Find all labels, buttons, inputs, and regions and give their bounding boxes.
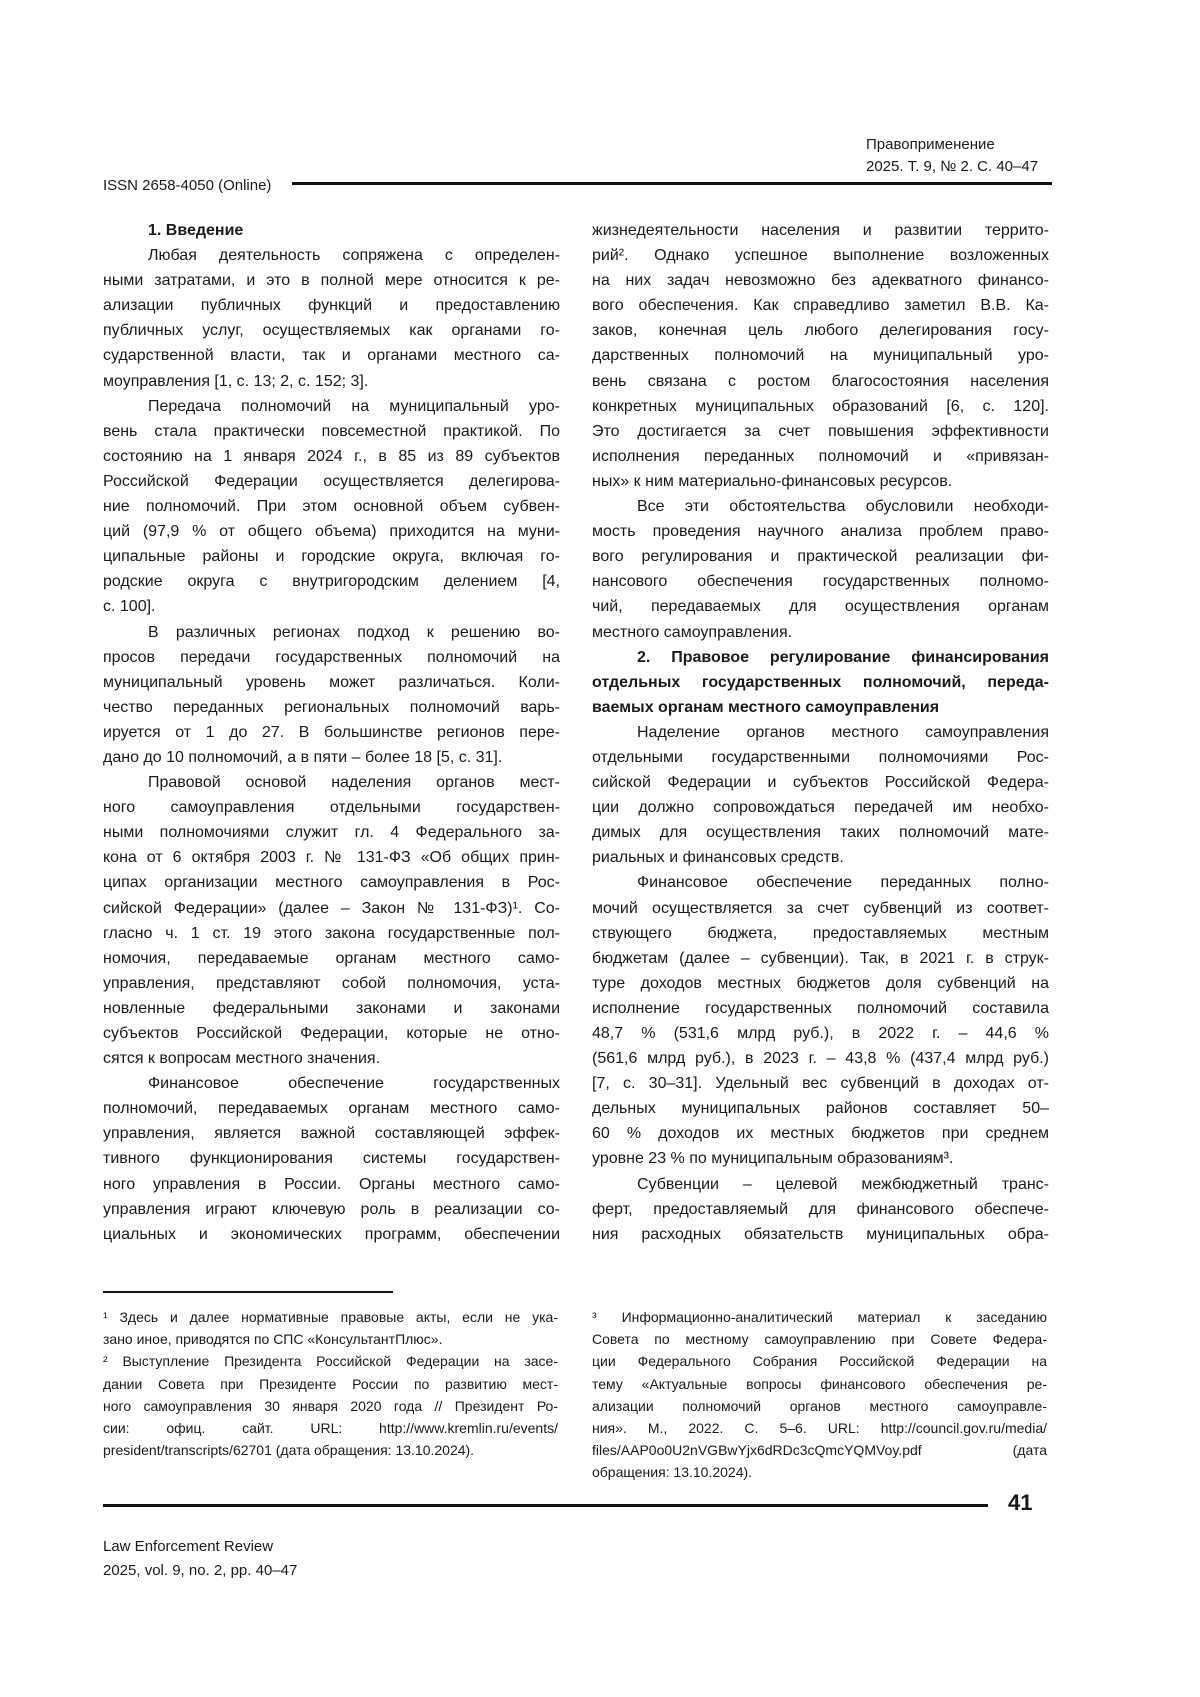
- text-line: ваемых органам местного самоуправления: [592, 695, 1049, 720]
- paragraph: [592, 218, 1049, 494]
- text-line: сударственной власти, так и органами местного са-: [103, 343, 560, 368]
- text-line: управления, является важной составляющей эффек-: [103, 1121, 560, 1146]
- footnote: [592, 1306, 1047, 1484]
- text-line: вень стала практически повсеместной практикой. По: [103, 419, 560, 444]
- journal-citation-ru: 2025. Т. 9, № 2. С. 40–47: [866, 156, 1038, 178]
- text-line: ципах организации местного самоуправления в Рос-: [103, 870, 560, 895]
- footnote-separator: [103, 1291, 393, 1293]
- text-line: мость проведения научного анализа проблем право-: [592, 519, 1049, 544]
- paragraph: [103, 1071, 560, 1247]
- text-line: зано иное, приводятся по СПС «КонсультантПлюс».: [103, 1328, 558, 1350]
- text-line: ципальные районы и городские округа, включая го-: [103, 544, 560, 569]
- text-line: тивного функционирования системы государствен-: [103, 1146, 560, 1171]
- text-line: ции Федерального Собрания Российской Федерации на: [592, 1350, 1047, 1372]
- paragraph: [592, 1172, 1049, 1247]
- text-line: нансового обеспечения государственных полномо-: [592, 569, 1049, 594]
- text-line: ируется от 1 до 27. В большинстве регионов пере-: [103, 720, 560, 745]
- text-line: сийской Федерации» (далее – Закон № 131-ФЗ)¹. Со-: [103, 896, 560, 921]
- text-line: 2. Правовое регулирование финансирования: [592, 645, 1049, 670]
- paragraph: [103, 620, 560, 771]
- text-line: ного самоуправления отдельными государствен-: [103, 795, 560, 820]
- text-line: рий². Однако успешное выполнение возложенных: [592, 243, 1049, 268]
- paragraph: [103, 770, 560, 1071]
- paragraph: [103, 243, 560, 394]
- text-line: Это достигается за счет повышения эффективности: [592, 419, 1049, 444]
- text-line: на них задач невозможно без адекватного финансо-: [592, 268, 1049, 293]
- text-line: сийской Федерации и субъектов Российской Федера-: [592, 770, 1049, 795]
- text-line: Субвенции – целевой межбюджетный транс-: [592, 1172, 1049, 1197]
- section-heading: [592, 645, 1049, 720]
- text-line: вого регулирования и практической реализации фи-: [592, 544, 1049, 569]
- text-line: исполнение государственных полномочий составила: [592, 996, 1049, 1021]
- text-line: Наделение органов местного самоуправления: [592, 720, 1049, 745]
- text-line: Правовой основой наделения органов мест-: [103, 770, 560, 795]
- footnotes-left: [103, 1306, 558, 1461]
- page-number: 41: [1008, 1490, 1032, 1516]
- running-footer: [103, 1535, 297, 1583]
- text-line: ствующего бюджета, предоставляемых местным: [592, 921, 1049, 946]
- text-line: моуправления [1, с. 13; 2, с. 152; 3].: [103, 369, 560, 394]
- text-line: вого обеспечения. Как справедливо заметил В.В. Ка-: [592, 293, 1049, 318]
- text-line: управления, представляют собой полномочия, уста-: [103, 971, 560, 996]
- journal-citation-en: 2025, vol. 9, no. 2, pp. 40–47: [103, 1559, 297, 1583]
- text-line: Совета по местному самоуправлению при Совете Федера-: [592, 1328, 1047, 1350]
- text-line: ¹ Здесь и далее нормативные правовые акты, если не ука-: [103, 1306, 558, 1328]
- paragraph: [592, 720, 1049, 871]
- journal-title-en: Law Enforcement Review: [103, 1535, 297, 1559]
- text-line: Передача полномочий на муниципальный уро-: [103, 394, 560, 419]
- text-line: ций (97,9 % от общего объема) приходится на муни-: [103, 519, 560, 544]
- text-line: ализации полномочий органов местного самоуправле-: [592, 1395, 1047, 1417]
- text-line: ния расходных обязательств муниципальных обра-: [592, 1222, 1049, 1247]
- text-line: риальных и финансовых средств.: [592, 845, 1049, 870]
- section-heading: [103, 218, 560, 243]
- text-line: ферт, предоставляемый для финансового обеспече-: [592, 1197, 1049, 1222]
- paragraph: [103, 394, 560, 620]
- text-line: дано до 10 полномочий, а в пяти – более 18 [5, с. 31].: [103, 745, 560, 770]
- text-line: ных» к ним материально-финансовых ресурсов.: [592, 469, 1049, 494]
- text-line: заков, конечная цель любого делегирования госу-: [592, 318, 1049, 343]
- text-line: туре доходов местных бюджетов доля субвенций на: [592, 971, 1049, 996]
- issn: ISSN 2658-4050 (Online): [103, 177, 271, 194]
- text-line: 48,7 % (531,6 млрд руб.), в 2022 г. – 44,6 %: [592, 1021, 1049, 1046]
- text-line: 60 % доходов их местных бюджетов при среднем: [592, 1121, 1049, 1146]
- text-line: кона от 6 октября 2003 г. № 131-ФЗ «Об общих прин-: [103, 845, 560, 870]
- text-line: ного самоуправления 30 января 2020 года // Президент Ро-: [103, 1395, 558, 1417]
- text-line: Финансовое обеспечение государственных: [103, 1071, 560, 1096]
- text-line: новленные федеральными законами и законами: [103, 996, 560, 1021]
- text-line: ² Выступление Президента Российской Федерации на засе-: [103, 1350, 558, 1372]
- text-line: состоянию на 1 января 2024 г., в 85 из 89 субъектов: [103, 444, 560, 469]
- text-line: отдельными государственными полномочиями Рос-: [592, 745, 1049, 770]
- text-line: с. 100].: [103, 594, 560, 619]
- text-line: files/AAP0o0U2nVGBwYjx6dRDc3cQmcYQMVoy.pdf (дата: [592, 1439, 1047, 1461]
- text-line: чество переданных региональных полномочий варь-: [103, 695, 560, 720]
- text-line: публичных услуг, осуществляемых как органами го-: [103, 318, 560, 343]
- text-line: Любая деятельность сопряжена с определен-: [103, 243, 560, 268]
- text-line: дельных муниципальных районов составляет 50–: [592, 1096, 1049, 1121]
- text-line: ными затратами, и это в полной мере относится к ре-: [103, 268, 560, 293]
- text-line: ного управления в России. Органы местного само-: [103, 1172, 560, 1197]
- text-line: [7, с. 30–31]. Удельный вес субвенций в доходах от-: [592, 1071, 1049, 1096]
- text-line: управления играют ключевую роль в реализации со-: [103, 1197, 560, 1222]
- text-line: сии: офиц. сайт. URL: http://www.kremlin.ru/events/: [103, 1417, 558, 1439]
- text-line: номочия, передаваемые органам местного само-: [103, 946, 560, 971]
- text-line: дании Совета при Президенте России по развитию мест-: [103, 1373, 558, 1395]
- text-line: ции должно сопровождаться передачей им необхо-: [592, 795, 1049, 820]
- text-line: муниципальный уровень может различаться. Коли-: [103, 670, 560, 695]
- text-line: обращения: 13.10.2024).: [592, 1461, 1047, 1483]
- text-line: тему «Актуальные вопросы финансового обеспечения ре-: [592, 1373, 1047, 1395]
- text-line: чий, передаваемых для осуществления органам: [592, 594, 1049, 619]
- text-line: уровне 23 % по муниципальным образованиям³.: [592, 1146, 1049, 1171]
- text-line: сятся к вопросам местного значения.: [103, 1046, 560, 1071]
- footnotes-right: [592, 1306, 1047, 1484]
- paragraph: [592, 870, 1049, 1171]
- text-line: ализации публичных функций и предоставлению: [103, 293, 560, 318]
- text-line: дарственных полномочий на муниципальный уро-: [592, 343, 1049, 368]
- text-line: (561,6 млрд руб.), в 2023 г. – 43,8 % (437,4 млрд руб.): [592, 1046, 1049, 1071]
- text-line: Финансовое обеспечение переданных полно-: [592, 870, 1049, 895]
- text-line: просов передачи государственных полномочий на: [103, 645, 560, 670]
- journal-title-ru: Правоприменение: [866, 134, 1038, 156]
- text-line: димых для осуществления таких полномочий мате-: [592, 820, 1049, 845]
- text-line: Все эти обстоятельства обусловили необходи-: [592, 494, 1049, 519]
- right-column: [592, 218, 1049, 1247]
- text-line: конкретных муниципальных образований [6, с. 120].: [592, 394, 1049, 419]
- text-line: ³ Информационно-аналитический материал к заседанию: [592, 1306, 1047, 1328]
- text-line: полномочий, передаваемых органам местного само-: [103, 1096, 560, 1121]
- text-line: циальных и экономических программ, обеспечении: [103, 1222, 560, 1247]
- text-line: ние полномочий. При этом основной объем субвен-: [103, 494, 560, 519]
- footnote: [103, 1350, 558, 1461]
- header-rule: [292, 182, 1052, 185]
- text-line: исполнения переданных полномочий и «привязан-: [592, 444, 1049, 469]
- text-line: вень связана с ростом благосостояния населения: [592, 369, 1049, 394]
- text-line: бюджетам (далее – субвенции). Так, в 2021 г. в струк-: [592, 946, 1049, 971]
- text-line: родские округа с внутригородским делением [4,: [103, 569, 560, 594]
- text-line: ния». М., 2022. С. 5–6. URL: http://council.gov.ru/media/: [592, 1417, 1047, 1439]
- text-line: жизнедеятельности населения и развитии террито-: [592, 218, 1049, 243]
- text-line: местного самоуправления.: [592, 620, 1049, 645]
- footer-rule: [103, 1504, 988, 1507]
- footnote: [103, 1306, 558, 1350]
- text-line: гласно ч. 1 ст. 19 этого закона государственные пол-: [103, 921, 560, 946]
- text-line: 1. Введение: [103, 218, 560, 243]
- text-line: Российской Федерации осуществляется делегирова-: [103, 469, 560, 494]
- text-line: отдельных государственных полномочий, переда-: [592, 670, 1049, 695]
- running-header: [866, 134, 1038, 178]
- text-line: мочий осуществляется за счет субвенций из соответ-: [592, 896, 1049, 921]
- paragraph: [592, 494, 1049, 645]
- text-line: president/transcripts/62701 (дата обращения: 13.10.2024).: [103, 1439, 558, 1461]
- text-line: В различных регионах подход к решению во-: [103, 620, 560, 645]
- text-line: ными полномочиями служит гл. 4 Федерального за-: [103, 820, 560, 845]
- text-line: субъектов Российской Федерации, которые не отно-: [103, 1021, 560, 1046]
- left-column: [103, 218, 560, 1247]
